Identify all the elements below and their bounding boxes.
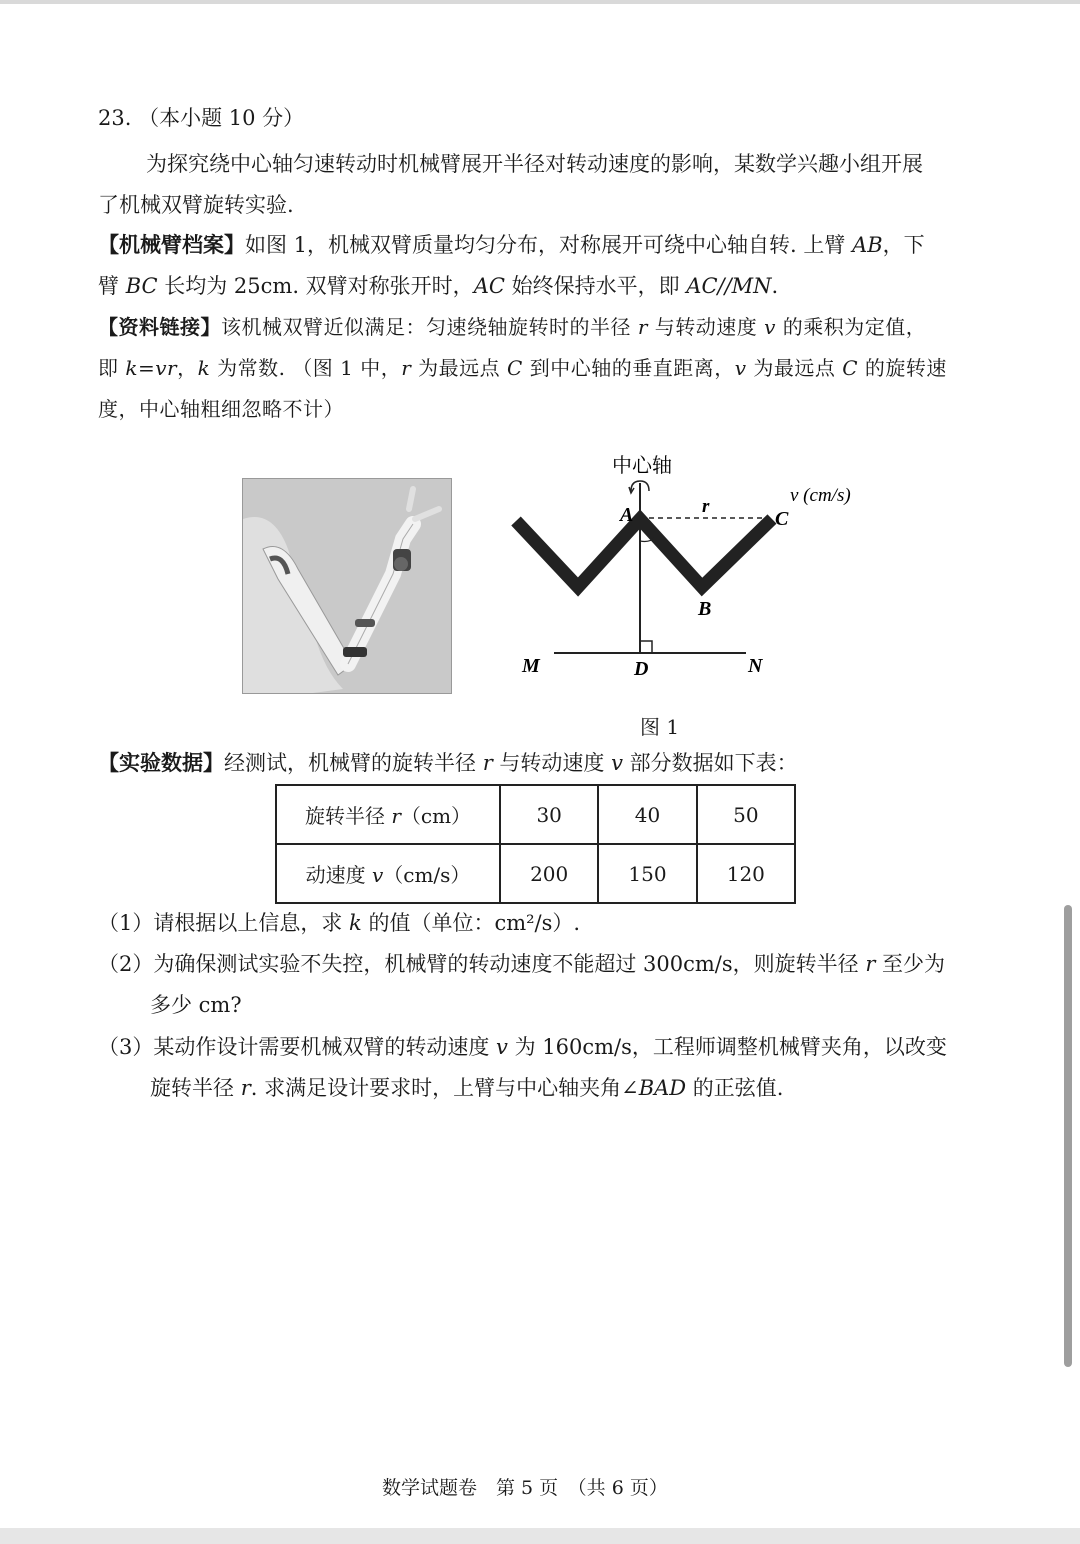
- point-m-label: M: [522, 655, 540, 677]
- segment-ab: AB: [852, 233, 883, 257]
- var-r: r: [482, 751, 493, 775]
- question-text: . 求满足设计要求时，上臂与中心轴夹角: [250, 1076, 622, 1100]
- parallel-relation: AC//MN: [686, 274, 772, 298]
- problem-header: 23. （本小题 10 分）: [98, 106, 305, 130]
- question-2-line-1: [98, 950, 945, 978]
- question-3-line-1: [98, 1033, 947, 1061]
- var-v: v: [371, 863, 384, 887]
- link-line-2: [98, 354, 947, 382]
- experiment-text: 部分数据如下表：: [622, 751, 798, 775]
- question-2-line-2: 多少 cm?: [150, 993, 242, 1017]
- bottom-edge: [0, 1528, 1080, 1544]
- table-cell: 120: [697, 844, 795, 903]
- table-cell: 150: [598, 844, 696, 903]
- arm-diagram: [500, 445, 880, 690]
- link-text: 为最远点: [746, 356, 843, 380]
- archive-line-1: [98, 231, 925, 259]
- link-line-1: [98, 313, 926, 341]
- point-c: C: [842, 356, 859, 380]
- var-v: v: [611, 751, 623, 775]
- link-text: 与转动速度: [647, 315, 765, 339]
- var-r: r: [865, 952, 876, 976]
- table-cell: 50: [697, 785, 795, 844]
- archive-line-2: [98, 272, 778, 300]
- archive-text: 始终保持水平，即: [504, 274, 687, 298]
- experiment-text: 与转动速度: [492, 751, 612, 775]
- top-edge: [0, 0, 1080, 4]
- page-footer: 数学试题卷 第 5 页 （共 6 页）: [382, 1477, 668, 1499]
- link-text: 该机械双臂近似满足：匀速绕轴旋转时的半径: [221, 315, 638, 339]
- table-cell: 40: [598, 785, 696, 844]
- point-b-label: B: [698, 598, 712, 620]
- archive-text: 臂: [98, 274, 126, 298]
- link-text: 为最远点: [411, 356, 508, 380]
- row-header-speed: [276, 844, 500, 903]
- table-label-unit: （cm）: [400, 804, 472, 828]
- archive-text: .: [771, 274, 779, 298]
- table-cell: 200: [500, 844, 598, 903]
- question-1: [98, 909, 580, 937]
- question-text: 的值（单位：cm²/s）.: [361, 911, 581, 935]
- r-label: r: [702, 496, 710, 517]
- question-text: （3）某动作设计需要机械双臂的转动速度: [98, 1035, 497, 1059]
- experiment-label: 【实验数据】: [98, 750, 224, 775]
- var-k: k: [197, 356, 211, 380]
- intro-line-1: 为探究绕中心轴匀速转动时机械臂展开半径对转动速度的影响，某数学兴趣小组开展: [146, 152, 923, 176]
- link-line-3: 度，中心轴粗细忽略不计）: [98, 397, 344, 421]
- question-text: （2）为确保测试实验不失控，机械臂的转动速度不能超过 300cm/s，则旋转半径: [98, 952, 866, 976]
- table-row: [276, 844, 795, 903]
- question-3-line-2: [150, 1074, 783, 1102]
- link-text: ，: [177, 356, 198, 380]
- question-text: 为 160cm/s，工程师调整机械臂夹角，以改变: [507, 1035, 947, 1059]
- var-r: r: [637, 315, 648, 339]
- formula-k: k=vr: [125, 356, 178, 380]
- var-v: v: [734, 356, 747, 380]
- link-text: 的乘积为定值，: [775, 315, 927, 339]
- question-text: 旋转半径: [150, 1076, 241, 1100]
- point-a-label: A: [620, 504, 634, 526]
- scrollbar-thumb[interactable]: [1064, 905, 1072, 1367]
- var-r: r: [401, 356, 412, 380]
- var-r: r: [391, 804, 401, 828]
- point-d-label: D: [634, 658, 649, 680]
- question-text: 的正弦值.: [686, 1076, 784, 1100]
- question-text: （1）请根据以上信息，求: [98, 911, 350, 935]
- table-row: [276, 785, 795, 844]
- archive-text: ，下: [882, 233, 925, 257]
- archive-label: 【机械臂档案】: [98, 232, 245, 257]
- link-text: 为常数. （图 1 中，: [210, 356, 402, 380]
- point-n-label: N: [748, 655, 763, 677]
- table-label-text: 动速度: [305, 863, 372, 887]
- var-v: v: [764, 315, 776, 339]
- axis-label: 中心轴: [612, 453, 672, 477]
- figure-caption: 图 1: [640, 715, 680, 739]
- point-c: C: [507, 356, 523, 380]
- angle-bad: ∠BAD: [621, 1076, 687, 1100]
- robot-arm-photo: [242, 478, 452, 694]
- question-text: 至少为: [875, 952, 946, 976]
- table-label-unit: （cm/s）: [383, 863, 471, 887]
- v-label: v (cm/s): [790, 485, 851, 506]
- point-c-label: C: [775, 508, 789, 530]
- table-label-text: 旋转半径: [304, 804, 392, 828]
- var-v: v: [496, 1035, 508, 1059]
- segment-ac: AC: [473, 274, 505, 298]
- var-r: r: [240, 1076, 251, 1100]
- experiment-text: 经测试，机械臂的旋转半径: [224, 751, 483, 775]
- experiment-line: [98, 749, 798, 777]
- segment-bc: BC: [125, 274, 158, 298]
- link-label: 【资料链接】: [98, 315, 221, 339]
- link-text: 到中心轴的垂直距离，: [522, 356, 735, 380]
- intro-line-2: 了机械双臂旋转实验.: [98, 193, 294, 217]
- link-text: 的旋转速: [858, 356, 947, 380]
- link-text: 即: [98, 356, 126, 380]
- archive-text: 如图 1，机械双臂质量均匀分布，对称展开可绕中心轴自转. 上臂: [245, 233, 853, 257]
- archive-text: 长均为 25cm. 双臂对称张开时，: [157, 274, 474, 298]
- var-k: k: [349, 911, 362, 935]
- data-table: [275, 784, 796, 904]
- table-cell: 30: [500, 785, 598, 844]
- row-header-radius: [276, 785, 500, 844]
